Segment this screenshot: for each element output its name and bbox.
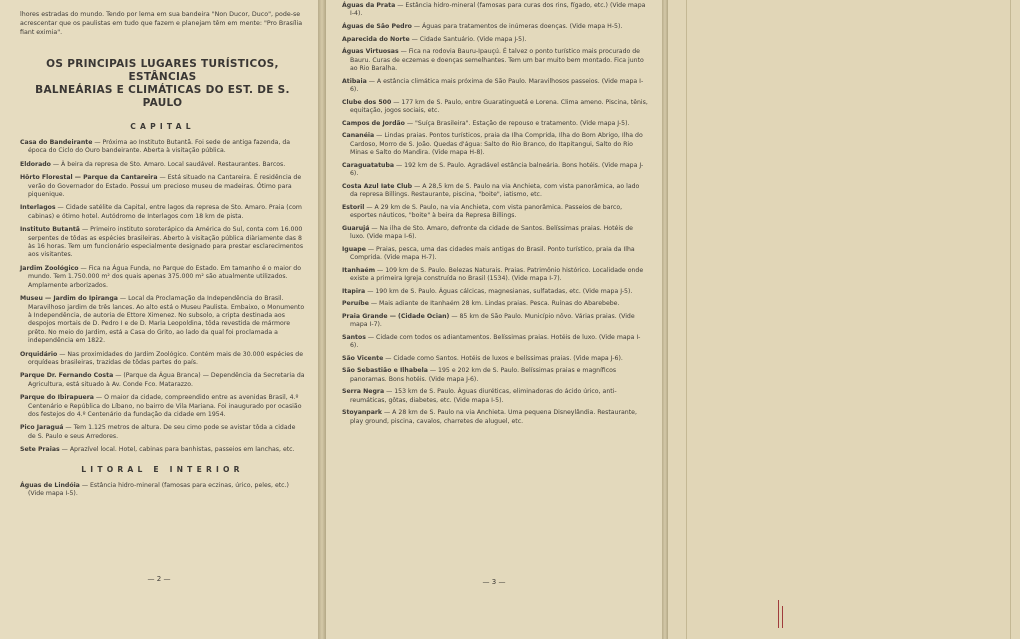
list-item <box>342 162 648 179</box>
list-item <box>342 267 648 284</box>
entry-text: — À beira da represa de Sto. Amaro. Local saudável. Restaurantes. Barcos. <box>52 160 286 168</box>
entry-text: — 109 km de S. Paulo. Belezas Naturais. Praias. Patrimônio histórico. Localidade onde existe a primeira Igreja construída no Brasil (1534). (Vide mapa I-7). <box>350 266 644 282</box>
entry-text: — A 28 km de S. Paulo na via Anchieta. Uma pequena Disneylândia. Restaurante, play ground, piscina, cavalos, charretes de aluguel, etc. <box>350 409 637 425</box>
entry-name: Interlagos <box>20 204 56 212</box>
entry-text: — "Suíça Brasileira". Estação de repouso e tratamento. (Vide mapa J-5). <box>406 119 630 127</box>
list-item <box>20 372 305 389</box>
entry-name: Jardim Zoológico <box>20 264 79 272</box>
title-line-2: BALNEÁRIAS E CLIMÁTICAS DO EST. DE S. PAULO <box>35 84 290 109</box>
list-item <box>20 424 305 441</box>
list-item <box>342 78 648 95</box>
fold-line <box>686 0 687 639</box>
entry-name: Itapira <box>342 287 366 295</box>
list-item <box>342 99 648 116</box>
section-heading-litoral: LITORAL E INTERIOR <box>81 464 244 474</box>
list-item <box>342 409 648 426</box>
fold-line <box>1010 0 1011 639</box>
entry-text: — Estância hidro-mineral (famosas para eczinas, úrico, peles, etc.) (Vide mapa I-5). <box>28 481 289 497</box>
entry-text: — 190 km de S. Paulo. Águas cálcicas, magnesianas, sulfatadas, etc. (Vide mapa J-5). <box>367 287 633 295</box>
pen-mark <box>782 606 783 628</box>
entry-name: Peruíbe <box>342 300 369 308</box>
list-item <box>342 355 648 363</box>
entry-name: Guarujá <box>342 224 370 232</box>
list-item <box>20 351 305 368</box>
entry-name: Iguape <box>342 245 366 253</box>
capital-list <box>20 139 305 455</box>
list-item <box>20 174 305 199</box>
entry-name: Águas da Prata <box>342 2 396 9</box>
list-item <box>20 161 305 169</box>
entry-text: — 153 km de S. Paulo. Águas diuréticas, eliminadoras do ácido úrico, anti-reumáticas, gôtas, diabetes, etc. (Vide mapa I-5). <box>350 388 617 404</box>
entry-text: — 192 km de S. Paulo. Agradável estância balneária. Bons hotéis. (Vide mapa J-6). <box>350 161 644 177</box>
list-item <box>342 36 648 44</box>
entry-name: Águas de Lindóia <box>20 481 80 489</box>
entry-name: Stoyanpark <box>342 409 383 417</box>
entry-name: Estoril <box>342 203 365 211</box>
entry-name: Eldorado <box>20 160 51 168</box>
entry-name: Aparecida do Norte <box>342 35 410 43</box>
entry-text: — Cidade como Santos. Hotéis de luxos e belíssimas praias. (Vide mapa J-6). <box>385 354 623 362</box>
entry-text: — Nas proximidades do Jardim Zoológico. Contém mais de 30.000 espécies de orquídeas brasileiras, trazidas de tôdas partes do país. <box>28 350 303 366</box>
list-item <box>20 394 305 419</box>
entry-text: — Praias, pesca, uma das cidades mais antigas do Brasil. Ponto turístico, praia da Ilha Comprida. (Vide mapa H-7). <box>350 245 635 261</box>
list-item <box>342 288 648 296</box>
list-item <box>342 183 648 200</box>
list-item <box>20 139 305 156</box>
entry-text: — O maior da cidade, compreendido entre as avenidas Brasil, 4.º Centenário e República do Líbano, no bairro de Vila Mariana. Foi inaugurado por ocasião dos festejos do 4.º Centenário da fundação da cidade em 1954. <box>28 394 302 418</box>
page-number-right: — 3 — <box>482 578 506 586</box>
list-item <box>342 334 648 351</box>
entry-text: — Na ilha de Sto. Amaro, defronte da cidade de Santos. Belíssimas praias. Hotéis de luxo. (Vide mapa I-6). <box>350 224 633 240</box>
entry-name: Parque Dr. Fernando Costa <box>20 372 114 380</box>
list-item <box>20 226 305 260</box>
intro-paragraph: lhores estradas do mundo. Tendo por lema em sua bandeira "Non Ducor, Duco", pode-se acrescentar que os paulistas em tudo que fazem e planejam têm em mente: "Pro Brasília fiant eximia". <box>20 11 303 36</box>
entry-text: — Próxima ao Instituto Butantã. Foi sede de antiga fazenda, da época do Ciclo do Ouro bandeirante. Aberta à visitação pública. <box>28 139 291 155</box>
list-item <box>342 388 648 405</box>
section-heading-capital: CAPITAL <box>130 122 195 131</box>
entry-name: São Sebastião e Ilhabela <box>342 367 428 375</box>
entry-name: Parque do Ibirapuera <box>20 394 94 402</box>
list-item <box>342 132 648 157</box>
list-item <box>342 313 648 330</box>
entry-name: Hôrto Florestal — Parque da Cantareira <box>20 174 158 182</box>
entry-name: Clube dos 500 <box>342 98 392 106</box>
list-item <box>342 23 648 31</box>
list-item <box>20 265 305 290</box>
list-item <box>20 295 305 345</box>
entry-text: — Lindas praias. Pontos turísticos, praia da Ilha Comprida, Ilha do Bom Abrigo, Ilha do Cardoso, Morro de S. João. Quedas d'água: Salto do Rio Branco, do Itapitangui, Salto do Rio Minas e Salto do Mandira. (Vide mapa H-8). <box>350 132 643 156</box>
entry-name: Águas Virtuosas <box>342 48 399 56</box>
list-item <box>342 246 648 263</box>
entry-name: Santos <box>342 333 366 341</box>
entry-name: Orquidário <box>20 350 58 358</box>
list-item <box>20 204 305 221</box>
list-item <box>342 204 648 221</box>
entry-text: — A 28,5 km de S. Paulo na via Anchieta, com vista panorâmica, ao lado da represa Billings. Restaurante, piscina, "boite", iatismo, etc. <box>350 182 640 198</box>
entry-name: Caraguatatuba <box>342 161 395 169</box>
entry-text: — Tem 1.125 metros de altura. De seu cimo pode se avistar tôda a cidade de S. Paulo e seus Arredores. <box>28 424 296 440</box>
blank-page <box>668 0 1020 639</box>
gutter-divider <box>318 0 326 639</box>
right-page <box>326 0 662 639</box>
page-title <box>20 58 305 110</box>
list-item <box>342 120 648 128</box>
entry-name: Itanhaém <box>342 266 376 274</box>
entry-text: — Fica na Água Funda, no Parque do Estado. Em tamanho é o maior do mundo. Tem 1.750.000 m² dos quais apenas 375.000 m² são atualmente utilizados. Amplamente arborizados. <box>28 264 302 289</box>
entry-text: — Cidade com todos os adiantamentos. Belíssimas praias. Hotéis de luxo. (Vide mapa I-6). <box>350 333 641 350</box>
right-list <box>342 2 648 426</box>
entry-name: Serra Negra <box>342 388 385 396</box>
entry-text: — Está situado na Cantareira. É residência de verão do Governador do Estado. Possui um precioso museu de madeiras. Ótimo para piquenique. <box>28 174 302 199</box>
list-item <box>20 482 305 499</box>
entry-name: Campos de Jordão <box>342 119 405 127</box>
entry-text: — Águas para tratamentos de inúmeras doenças. (Vide mapa H-5). <box>413 23 623 30</box>
page-number-left: — 2 — <box>147 575 171 583</box>
list-item <box>342 2 648 19</box>
entry-name: São Vicente <box>342 354 384 362</box>
entry-text: — Local da Proclamação da Independência do Brasil. Maravilhoso jardim de três lances. Ao alto está o Museu Paulista. Embaixo, o Monumento à Independência, de autoria de Ettore Ximenez. No subsolo, a cripta destinada aos despojos mortais de D. Pedro I e de D. Maria Leopoldina, tôda revestida de mármore prêto. No meio do Jardim, está a Casa do Grito, ao lado da qual foi proclamada a independência em 1822. <box>28 295 305 345</box>
entry-name: Praia Grande — (Cidade Ocian) <box>342 312 450 320</box>
entry-text: — 85 km de São Paulo. Município nôvo. Várias praias. (Vide mapa I-7). <box>350 312 635 329</box>
entry-text: — Fica na rodovia Bauru-Ipauçú. É talvez o ponto turístico mais procurado de Bauru. Curas de eczemas e doenças semelhantes. Tem um bar muito bem montado. Fica junto ao Rio Baralha. <box>350 48 644 72</box>
list-item <box>342 225 648 242</box>
list-item <box>342 48 648 73</box>
entry-name: Águas de São Pedro <box>342 23 412 30</box>
entry-text: — Estância hidro-mineral (famosas para curas dos rins, fígado, etc.) (Vide mapa I-4). <box>350 2 646 18</box>
entry-text: — Aprazível local. Hotel, cabinas para banhistas, passeios em lanchas, etc. <box>61 446 295 454</box>
entry-text: — Mais adiante de Itanhaém 28 km. Lindas praias. Pesca. Ruínas do Abarebebe. <box>370 300 620 308</box>
list-item <box>20 446 305 454</box>
entry-text: — 195 e 202 km de S. Paulo. Belíssimas praias e magníficos panoramas. Bons hotéis. (Vide mapa J-6). <box>350 367 617 383</box>
entry-name: Sete Praias <box>20 446 60 454</box>
list-item <box>342 300 648 308</box>
entry-name: Pico Jaraguá <box>20 424 64 432</box>
litoral-list <box>20 482 305 499</box>
entry-text: — A estância climática mais próxima de São Paulo. Maravilhosos passeios. (Vide mapa I-6). <box>350 77 644 93</box>
left-page <box>0 0 318 639</box>
entry-name: Atibaia <box>342 77 367 85</box>
title-line-1: OS PRINCIPAIS LUGARES TURÍSTICOS, ESTÂNCIAS <box>46 58 279 83</box>
entry-text: — Primeiro instituto soroterápico da América do Sul, conta com 16.000 serpentes de tôdas as espécies brasileiras. Aberto à visitação pública diàriamente das 8 às 16 horas. Tem um funcionário especialmente designado para prestar esclarecimentos aos visitantes. <box>28 226 304 259</box>
entry-text: — 177 km de S. Paulo, entre Guaratinguetá e Lorena. Clima ameno. Piscina, tênis, equitação, jogos sociais, etc. <box>350 98 648 114</box>
pen-mark <box>778 600 779 628</box>
entry-name: Costa Azul Iate Club <box>342 182 413 190</box>
entry-name: Museu — Jardim do Ipiranga <box>20 295 118 303</box>
entry-text: — Cidade satélite da Capital, entre lagos da represa de Sto. Amaro. Praia (com cabinas) e ótimo hotel. Autódromo de Interlagos com 18 km de pista. <box>28 204 302 220</box>
entry-name: Instituto Butantã <box>20 226 80 234</box>
entry-text: — Cidade Santuário. (Vide mapa J-5). <box>411 35 527 43</box>
entry-text: — (Parque da Água Branca) — Dependência da Secretaria da Agricultura, está situado à Av. Conde Fco. Matarazzo. <box>28 372 305 388</box>
entry-name: Casa do Bandeirante <box>20 139 93 146</box>
list-item <box>342 367 648 384</box>
entry-text: — A 29 km de S. Paulo, na via Anchieta, com vista panorâmica. Passeios de barco, esportes náuticos, "boite" à beira da Represa Billings. <box>350 203 623 219</box>
entry-name: Cananéia <box>342 132 375 140</box>
